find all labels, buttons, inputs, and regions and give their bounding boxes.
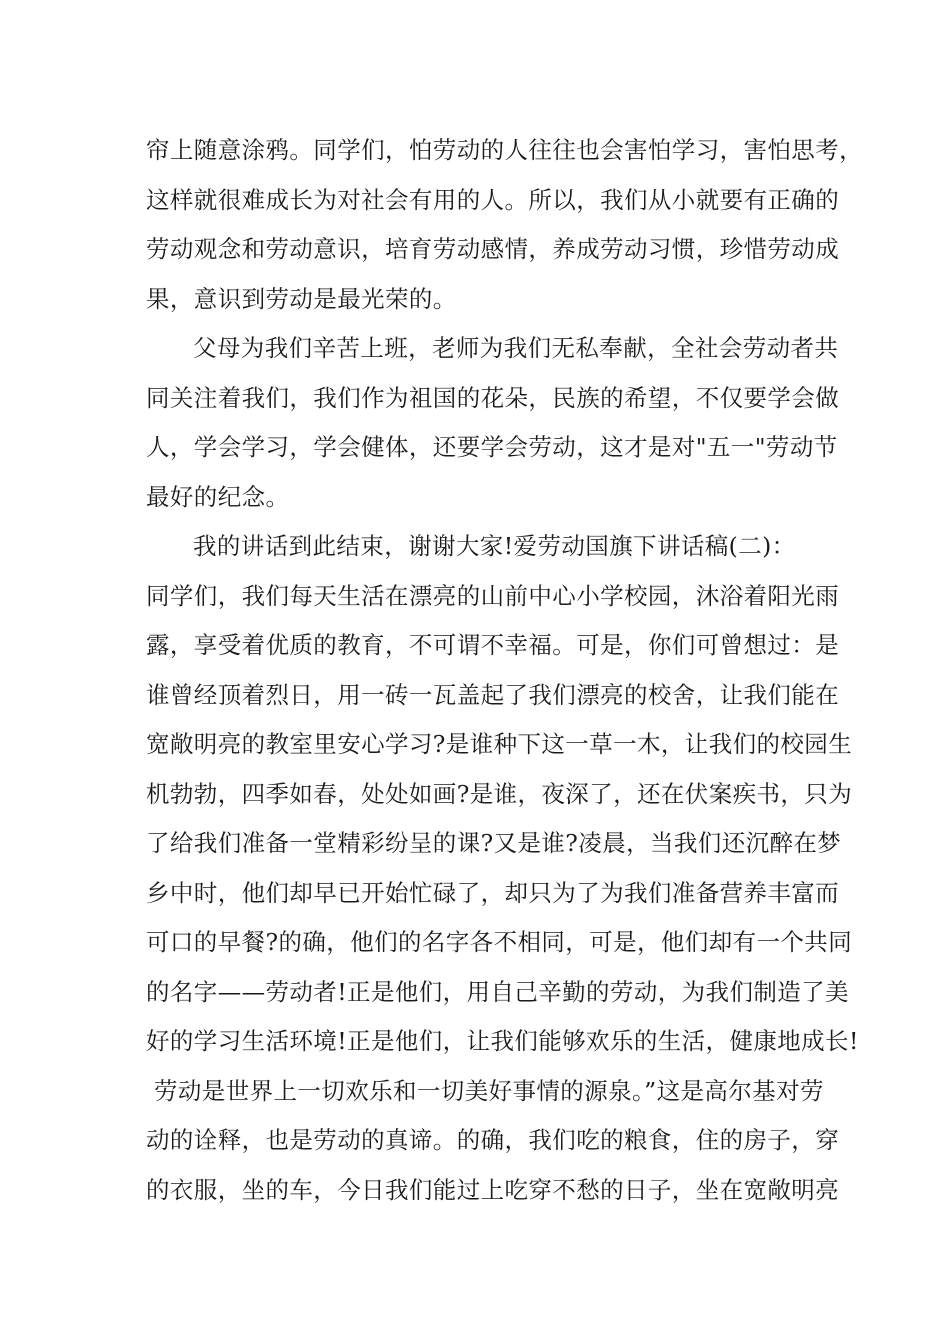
text-line: 同学们，我们每天生活在漂亮的山前中心小学校园，沐浴着阳光雨	[146, 581, 840, 610]
text-line: 机勃勃，四季如春，处处如画?是谁，夜深了，还在伏案疾书，只为	[146, 779, 853, 808]
text-line: 我的讲话到此结束，谢谢大家!爱劳动国旗下讲话稿(二)：	[193, 532, 796, 560]
text-line: 这样就很难成长为对社会有用的人。所以，我们从小就要有正确的	[146, 185, 840, 214]
text-line: 的名字——劳动者!正是他们，用自己辛勤的劳动，为我们制造了美	[146, 977, 849, 1006]
text-line: 动的诠释，也是劳动的真谛。的确，我们吃的粮食，住的房子，穿	[146, 1126, 840, 1154]
text-line: 人，学会学习，学会健体，还要学会劳动，这才是对"五一"劳动节	[146, 433, 838, 461]
text-line: 同关注着我们，我们作为祖国的花朵，民族的希望，不仅要学会做	[146, 383, 840, 412]
document-body	[146, 126, 863, 1215]
text-line: 父母为我们辛苦上班，老师为我们无私奉献，全社会劳动者共	[193, 334, 839, 362]
text-line: 好的学习生活环境!正是他们，让我们能够欢乐的生活，健康地成长!	[146, 1027, 859, 1055]
text-line: 可口的早餐?的确，他们的名字各不相同，可是，他们却有一个共同	[146, 928, 853, 956]
text-line: 最好的纪念。	[146, 482, 290, 511]
text-line: 劳动观念和劳动意识，培育劳动感情，养成劳动习惯，珍惜劳动成	[146, 235, 840, 263]
text-line: 露，享受着优质的教育，不可谓不幸福。可是，你们可曾想过：是	[146, 631, 840, 659]
text-line: 了给我们准备一堂精彩纷呈的课?又是谁?凌晨，当我们还沉醉在梦	[146, 829, 842, 857]
text-line: 宽敞明亮的教室里安心学习?是谁种下这一草一木，让我们的校园生	[146, 730, 853, 758]
text-line: 果，意识到劳动是最光荣的。	[146, 284, 457, 313]
text-line: 谁曾经顶着烈日，用一砖一瓦盖起了我们漂亮的校舍，让我们能在	[146, 680, 840, 709]
text-line: 乡中时，他们却早已开始忙碌了，却只为了为我们准备营养丰富而	[146, 878, 840, 907]
text-line: 的衣服，坐的车，今日我们能过上吃穿不愁的日子，坐在宽敞明亮	[146, 1175, 840, 1204]
text-line: 帘上随意涂鸦。同学们，怕劳动的人往往也会害怕学习，害怕思考，	[146, 136, 863, 164]
text-line: 劳动是世界上一切欢乐和一切美好事情的源泉。”这是高尔基对劳	[154, 1076, 824, 1105]
